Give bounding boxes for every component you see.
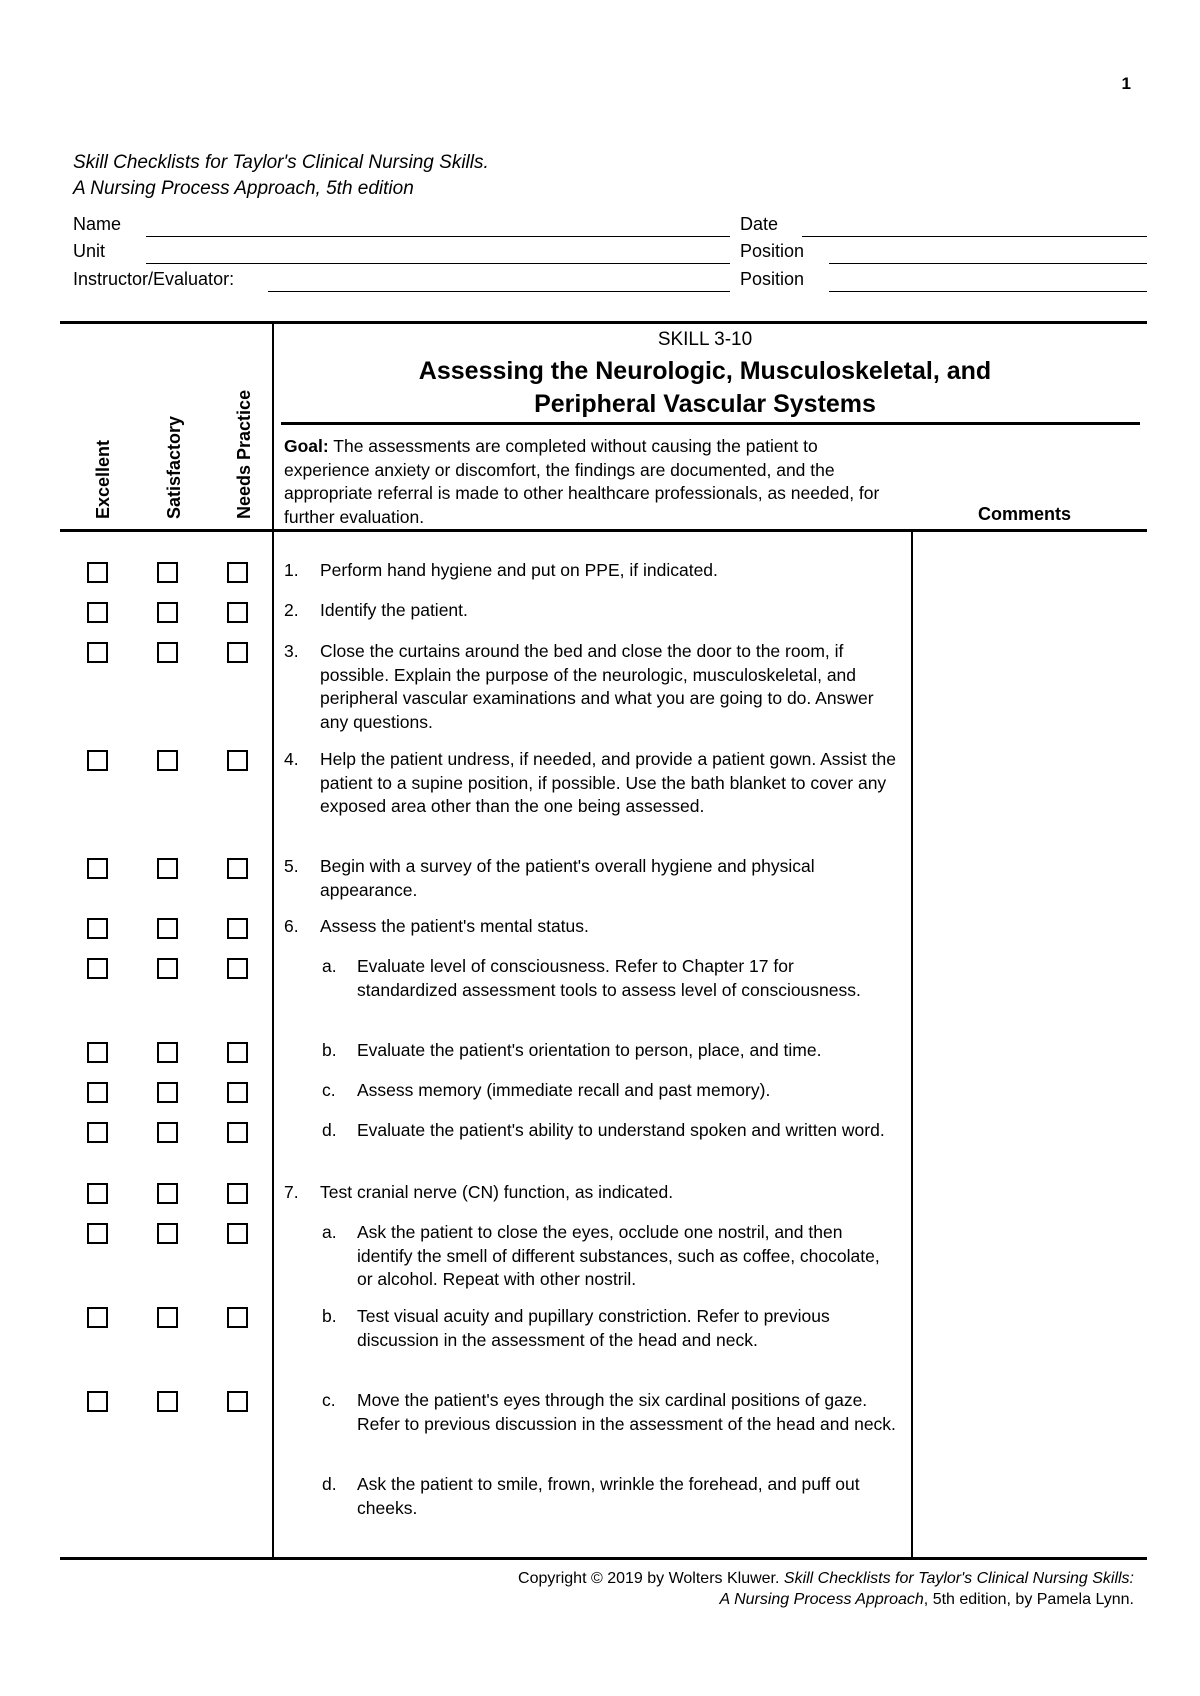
step-text: Help the patient undress, if needed, and provide a patient gown. Assist the patient to a supine position, if possible. Use the bath blanket to cover any exposed area other than the one being assessed.	[320, 749, 896, 816]
position-field-1[interactable]	[829, 263, 1147, 264]
step-text: Begin with a survey of the patient's overall hygiene and physical appearance.	[320, 856, 815, 900]
checkbox-excellent[interactable]	[87, 602, 108, 623]
instructor-field[interactable]	[268, 291, 730, 292]
checkbox-satisfactory[interactable]	[157, 958, 178, 979]
comments-header: Comments	[978, 504, 1072, 524]
checkbox-satisfactory[interactable]	[157, 602, 178, 623]
step-text: Assess memory (immediate recall and past memory).	[357, 1080, 771, 1100]
step-text: Test visual acuity and pupillary constriction. Refer to previous discussion in the assessment of the head and neck.	[357, 1306, 830, 1350]
checkbox-excellent[interactable]	[87, 1183, 108, 1204]
checkbox-satisfactory[interactable]	[157, 642, 178, 663]
step-text: Evaluate level of consciousness. Refer to Chapter 17 for standardized assessment tools to assess level of consciousness.	[357, 956, 861, 1000]
checkbox-needs-practice[interactable]	[227, 562, 248, 583]
step-number: 7.	[284, 1182, 299, 1202]
checkbox-excellent[interactable]	[87, 562, 108, 583]
checkbox-excellent[interactable]	[87, 750, 108, 771]
page-number: 1	[1121, 74, 1131, 93]
checkbox-satisfactory[interactable]	[157, 918, 178, 939]
checkbox-needs-practice[interactable]	[227, 858, 248, 879]
skill-number: SKILL 3-10	[657, 329, 753, 350]
step-number: 3.	[284, 641, 299, 661]
step-number: b.	[322, 1040, 337, 1060]
checkbox-needs-practice[interactable]	[227, 958, 248, 979]
copyright-book-title: Skill Checklists for Taylor's Clinical Nursing Skills:	[783, 1570, 1134, 1587]
checkbox-satisfactory[interactable]	[157, 1223, 178, 1244]
checkbox-satisfactory[interactable]	[157, 1122, 178, 1143]
step-number: 4.	[284, 749, 299, 769]
step-text: Ask the patient to smile, frown, wrinkle the forehead, and puff out cheeks.	[357, 1474, 860, 1518]
checkbox-satisfactory[interactable]	[157, 1391, 178, 1412]
checkbox-needs-practice[interactable]	[227, 642, 248, 663]
step-number: 6.	[284, 916, 299, 936]
checkbox-needs-practice[interactable]	[227, 750, 248, 771]
table-top-rule	[60, 321, 1147, 324]
step-number: b.	[322, 1306, 337, 1326]
step-text: Identify the patient.	[320, 600, 468, 620]
checkbox-excellent[interactable]	[87, 958, 108, 979]
header-bottom-rule	[60, 529, 1147, 532]
date-field[interactable]	[802, 236, 1147, 237]
checkbox-excellent[interactable]	[87, 1082, 108, 1103]
goal	[284, 435, 904, 529]
position-label-1: Position	[740, 241, 805, 261]
checkbox-satisfactory[interactable]	[157, 1183, 178, 1204]
rating-divider	[272, 322, 274, 1559]
skill-title	[275, 355, 1135, 421]
checkbox-excellent[interactable]	[87, 858, 108, 879]
checkbox-needs-practice[interactable]	[227, 1042, 248, 1063]
book-title-line2: A Nursing Process Approach, 5th edition	[73, 178, 414, 199]
book-title-line1: Skill Checklists for Taylor's Clinical Nursing Skills.	[73, 152, 489, 173]
unit-label: Unit	[73, 241, 106, 261]
checkbox-excellent[interactable]	[87, 1122, 108, 1143]
checkbox-excellent[interactable]	[87, 918, 108, 939]
checkbox-needs-practice[interactable]	[227, 1223, 248, 1244]
date-label: Date	[740, 214, 779, 234]
copyright-suffix: , 5th edition, by Pamela Lynn.	[923, 1591, 1134, 1608]
copyright-line1	[518, 1568, 1134, 1589]
checkbox-satisfactory[interactable]	[157, 1307, 178, 1328]
checkbox-needs-practice[interactable]	[227, 918, 248, 939]
copyright	[518, 1568, 1134, 1610]
step-text: Perform hand hygiene and put on PPE, if indicated.	[320, 560, 718, 580]
step-text: Close the curtains around the bed and close the door to the room, if possible. Explain the purpose of the neurologic, musculoskeletal, and peripheral vascular examinations and what you are going to do. Answer any questions.	[320, 641, 874, 732]
step-number: d.	[322, 1474, 337, 1494]
table-bottom-rule	[60, 1557, 1147, 1560]
step-text: Move the patient's eyes through the six cardinal positions of gaze. Refer to previous discussion in the assessment of the head and neck.	[357, 1390, 896, 1434]
checkbox-needs-practice[interactable]	[227, 1183, 248, 1204]
step-text: Evaluate the patient's ability to understand spoken and written word.	[357, 1120, 885, 1140]
col-satisfactory: Satisfactory	[164, 415, 184, 519]
checkbox-needs-practice[interactable]	[227, 1307, 248, 1328]
step-number: 5.	[284, 856, 299, 876]
checkbox-excellent[interactable]	[87, 1391, 108, 1412]
checkbox-satisfactory[interactable]	[157, 1042, 178, 1063]
position-label-2: Position	[740, 269, 805, 289]
checkbox-needs-practice[interactable]	[227, 602, 248, 623]
step-number: d.	[322, 1120, 337, 1140]
comments-divider	[911, 530, 913, 1559]
checkbox-satisfactory[interactable]	[157, 858, 178, 879]
checkbox-excellent[interactable]	[87, 642, 108, 663]
step-number: 1.	[284, 560, 299, 580]
goal-text: The assessments are completed without causing the patient to experience anxiety or discomfort, the findings are documented, and the appropriate referral is made to other healthcare professionals, as needed, for further evaluation.	[284, 436, 880, 527]
copyright-line2	[518, 1589, 1134, 1610]
copyright-prefix: Copyright © 2019 by Wolters Kluwer.	[518, 1570, 784, 1587]
checkbox-satisfactory[interactable]	[157, 562, 178, 583]
position-field-2[interactable]	[829, 291, 1147, 292]
step-number: c.	[322, 1080, 336, 1100]
unit-field[interactable]	[146, 263, 730, 264]
step-text: Test cranial nerve (CN) function, as indicated.	[320, 1182, 674, 1202]
step-number: a.	[322, 1222, 337, 1242]
checkbox-excellent[interactable]	[87, 1223, 108, 1244]
checkbox-needs-practice[interactable]	[227, 1082, 248, 1103]
step-text: Evaluate the patient's orientation to person, place, and time.	[357, 1040, 822, 1060]
col-needs-practice: Needs Practice	[234, 389, 254, 519]
name-label: Name	[73, 214, 122, 234]
title-underline	[281, 422, 1140, 425]
checkbox-satisfactory[interactable]	[157, 750, 178, 771]
book-title	[73, 150, 489, 202]
copyright-book-subtitle: A Nursing Process Approach	[719, 1591, 924, 1608]
checkbox-satisfactory[interactable]	[157, 1082, 178, 1103]
step-number: c.	[322, 1390, 336, 1410]
skill-title-line2: Peripheral Vascular Systems	[534, 390, 876, 418]
step-number: 2.	[284, 600, 299, 620]
skill-title-line1: Assessing the Neurologic, Musculoskeletal, and	[418, 357, 992, 385]
name-field[interactable]	[146, 236, 730, 237]
step-text: Ask the patient to close the eyes, occlude one nostril, and then identify the smell of different substances, such as coffee, chocolate, or alcohol. Repeat with other nostril.	[357, 1222, 880, 1289]
checkbox-needs-practice[interactable]	[227, 1391, 248, 1412]
step-number: a.	[322, 956, 337, 976]
checkbox-excellent[interactable]	[87, 1307, 108, 1328]
col-excellent: Excellent	[93, 439, 113, 519]
checkbox-needs-practice[interactable]	[227, 1122, 248, 1143]
instructor-label: Instructor/Evaluator:	[73, 269, 235, 289]
step-text: Assess the patient's mental status.	[320, 916, 589, 936]
goal-label: Goal:	[284, 436, 329, 456]
checkbox-excellent[interactable]	[87, 1042, 108, 1063]
